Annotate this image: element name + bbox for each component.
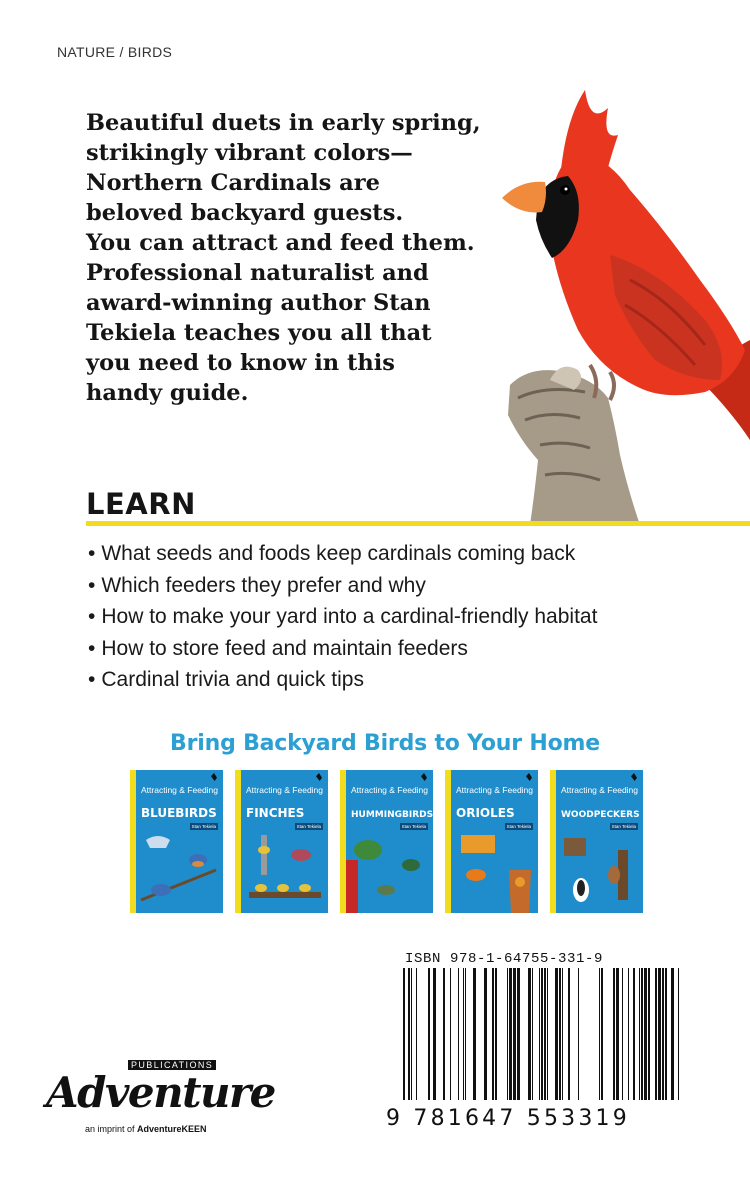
blurb-line: beloved backyard guests. [86,200,404,226]
cover-title: WOODPECKERS [561,810,640,820]
list-item: • How to store feed and maintain feeders [88,633,597,665]
cover-author: Stan Tekiela [296,824,321,829]
blurb-line: Beautiful duets in early spring, [86,110,481,136]
list-item: • What seeds and foods keep cardinals coming back [88,538,597,570]
category-label: NATURE / BIRDS [57,44,173,60]
series-title: Bring Backyard Birds to Your Home [170,731,600,756]
bird-logo-icon [526,773,532,781]
woodpeckers-photo-icon [556,830,643,913]
book-cover-woodpeckers [550,770,643,913]
list-item: • Which feeders they prefer and why [88,570,597,602]
blurb-line: award-winning author Stan [86,290,431,316]
bird-logo-icon [316,773,322,781]
cover-title: HUMMINGBIRDS [351,810,433,820]
blurb-line: Northern Cardinals are [86,170,380,196]
cover-subtitle: Attracting & Feeding [246,785,324,795]
series-covers [130,770,643,913]
cover-author: Stan Tekiela [401,824,426,829]
isbn-label: ISBN 978-1-64755-331-9 [405,951,604,967]
publisher-top-label: PUBLICATIONS [128,1060,216,1070]
cardinal-illustration [490,80,750,525]
orioles-photo-icon [451,830,538,913]
learn-list [88,538,597,696]
description-blurb [86,108,486,408]
book-cover-bluebirds [130,770,223,913]
hummingbirds-photo-icon [346,830,433,913]
book-cover-hummingbirds [340,770,433,913]
cover-title: ORIOLES [456,806,515,820]
bird-logo-icon [211,773,217,781]
barcode-digits: 9 781647 553319 [386,1106,630,1131]
cover-author: Stan Tekiela [506,824,531,829]
blurb-line: Professional naturalist and [86,260,429,286]
publisher-logo: Adventure [46,1068,275,1117]
blurb-line: you need to know in this [86,350,395,376]
cover-author: Stan Tekiela [191,824,216,829]
finches-photo-icon [241,830,328,913]
yellow-divider [86,521,750,526]
imprint-name: AdventureKEEN [137,1124,207,1134]
cover-title: FINCHES [246,806,305,820]
cover-subtitle: Attracting & Feeding [456,785,534,795]
bluebird-photo-icon [136,830,223,913]
imprint-line [85,1124,207,1134]
list-item: • Cardinal trivia and quick tips [88,664,597,696]
book-cover-orioles [445,770,538,913]
cover-subtitle: Attracting & Feeding [141,785,219,795]
cover-subtitle: Attracting & Feeding [351,785,429,795]
blurb-line: strikingly vibrant colors— [86,140,413,166]
cover-author: Stan Tekiela [611,824,636,829]
barcode-icon [403,968,679,1120]
blurb-line: handy guide. [86,380,249,406]
learn-heading: LEARN [86,487,196,521]
bird-logo-icon [631,773,637,781]
bird-logo-icon [421,773,427,781]
blurb-line: Tekiela teaches you all that [86,320,432,346]
imprint-prefix: an imprint of [85,1124,135,1134]
cover-subtitle: Attracting & Feeding [561,785,639,795]
cover-title: BLUEBIRDS [141,806,217,820]
book-cover-finches [235,770,328,913]
blurb-line: You can attract and feed them. [86,230,475,256]
list-item: • How to make your yard into a cardinal-friendly habitat [88,601,597,633]
